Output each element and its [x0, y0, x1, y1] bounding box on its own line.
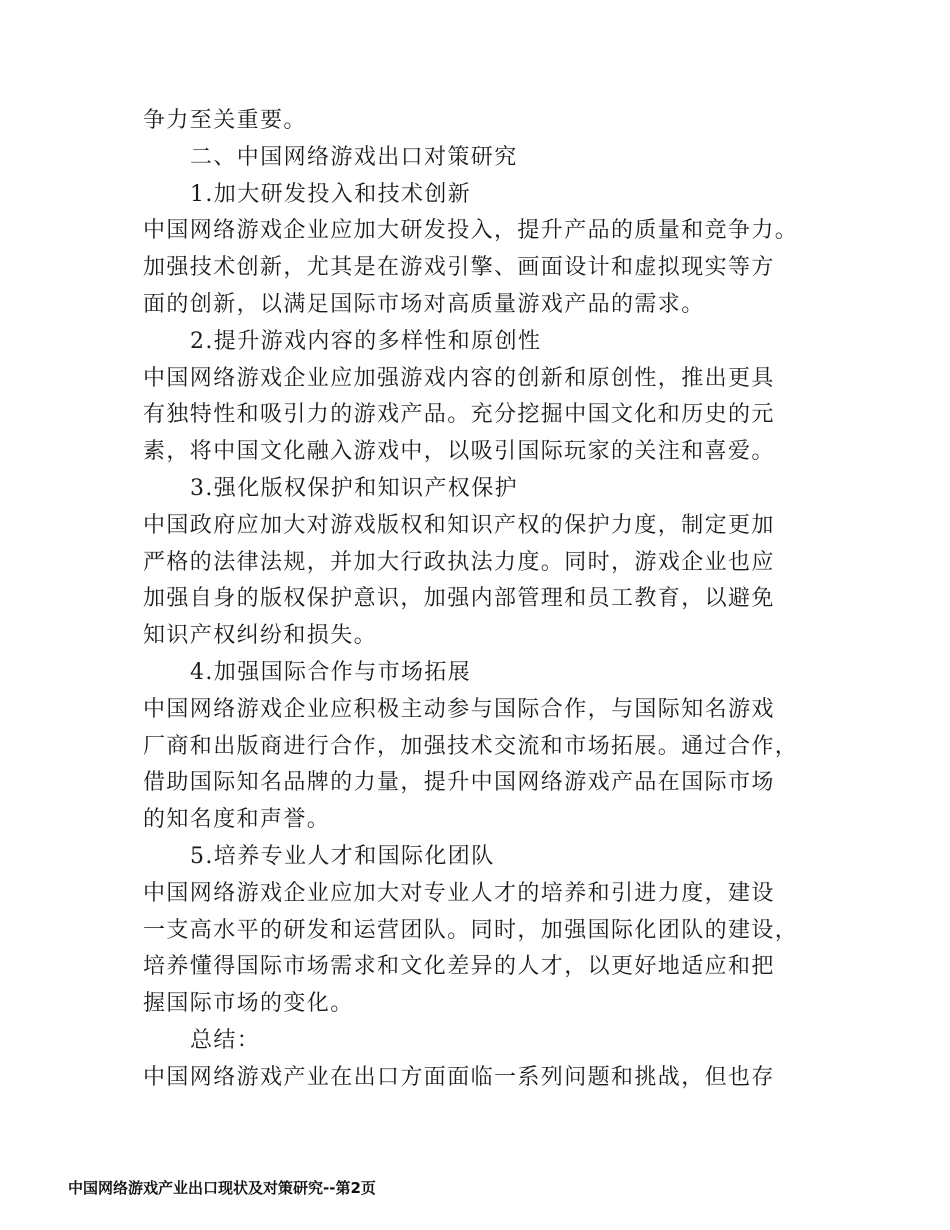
text-line: 握国际市场的变化。 — [143, 991, 354, 1017]
text-line: 加强技术创新，尤其是在游戏引擎、画面设计和虚拟现实等方 — [143, 255, 775, 281]
text-line: 借助国际知名品牌的力量，提升中国网络游戏产品在国际市场 — [143, 770, 775, 796]
document-body — [143, 103, 823, 1097]
text-line: 严格的法律法规，并加大行政执法力度。同时，游戏企业也应 — [143, 549, 775, 575]
text-line: 中国网络游戏产业在出口方面面临一系列问题和挑战，但也存 — [143, 1064, 775, 1090]
text-line: 争力至关重要。 — [143, 108, 307, 133]
subsection-heading: 4.加强国际合作与市场拓展 — [190, 659, 472, 685]
text-line: 有独特性和吸引力的游戏产品。充分挖掘中国文化和历史的元 — [143, 402, 775, 428]
text-line: 中国网络游戏企业应积极主动参与国际合作，与国际知名游戏 — [143, 696, 775, 722]
text-line: 知识产权纠纷和损失。 — [143, 623, 378, 649]
text-line: 一支高水平的研发和运营团队。同时，加强国际化团队的建设， — [143, 917, 799, 943]
text-line: 厂商和出版商进行合作，加强技术交流和市场拓展。通过合作， — [143, 733, 799, 759]
text-line: 的知名度和声誉。 — [143, 807, 331, 833]
text-line: 素，将中国文化融入游戏中，以吸引国际玩家的关注和喜爱。 — [143, 439, 775, 465]
subsection-heading: 5.培养专业人才和国际化团队 — [190, 843, 495, 869]
subsection-heading: 2.提升游戏内容的多样性和原创性 — [190, 328, 542, 354]
subsection-heading: 1.加大研发投入和技术创新 — [190, 181, 472, 207]
text-line: 中国网络游戏企业应加大研发投入，提升产品的质量和竞争力。 — [143, 218, 799, 244]
page-footer: 中国网络游戏产业出口现状及对策研究--第2页 — [68, 1179, 376, 1197]
text-line: 加强自身的版权保护意识，加强内部管理和员工教育，以避免 — [143, 586, 775, 612]
text-line: 中国政府应加大对游戏版权和知识产权的保护力度，制定更加 — [143, 512, 775, 538]
summary-heading: 总结： — [190, 1027, 261, 1053]
text-line: 面的创新，以满足国际市场对高质量游戏产品的需求。 — [143, 291, 705, 317]
text-line: 培养懂得国际市场需求和文化差异的人才，以更好地适应和把 — [143, 954, 775, 980]
subsection-heading: 3.强化版权保护和知识产权保护 — [190, 475, 518, 501]
text-line: 中国网络游戏企业应加强游戏内容的创新和原创性，推出更具 — [143, 365, 775, 391]
text-line: 中国网络游戏企业应加大对专业人才的培养和引进力度，建设 — [143, 880, 775, 906]
section-heading: 二、中国网络游戏出口对策研究 — [190, 144, 518, 170]
